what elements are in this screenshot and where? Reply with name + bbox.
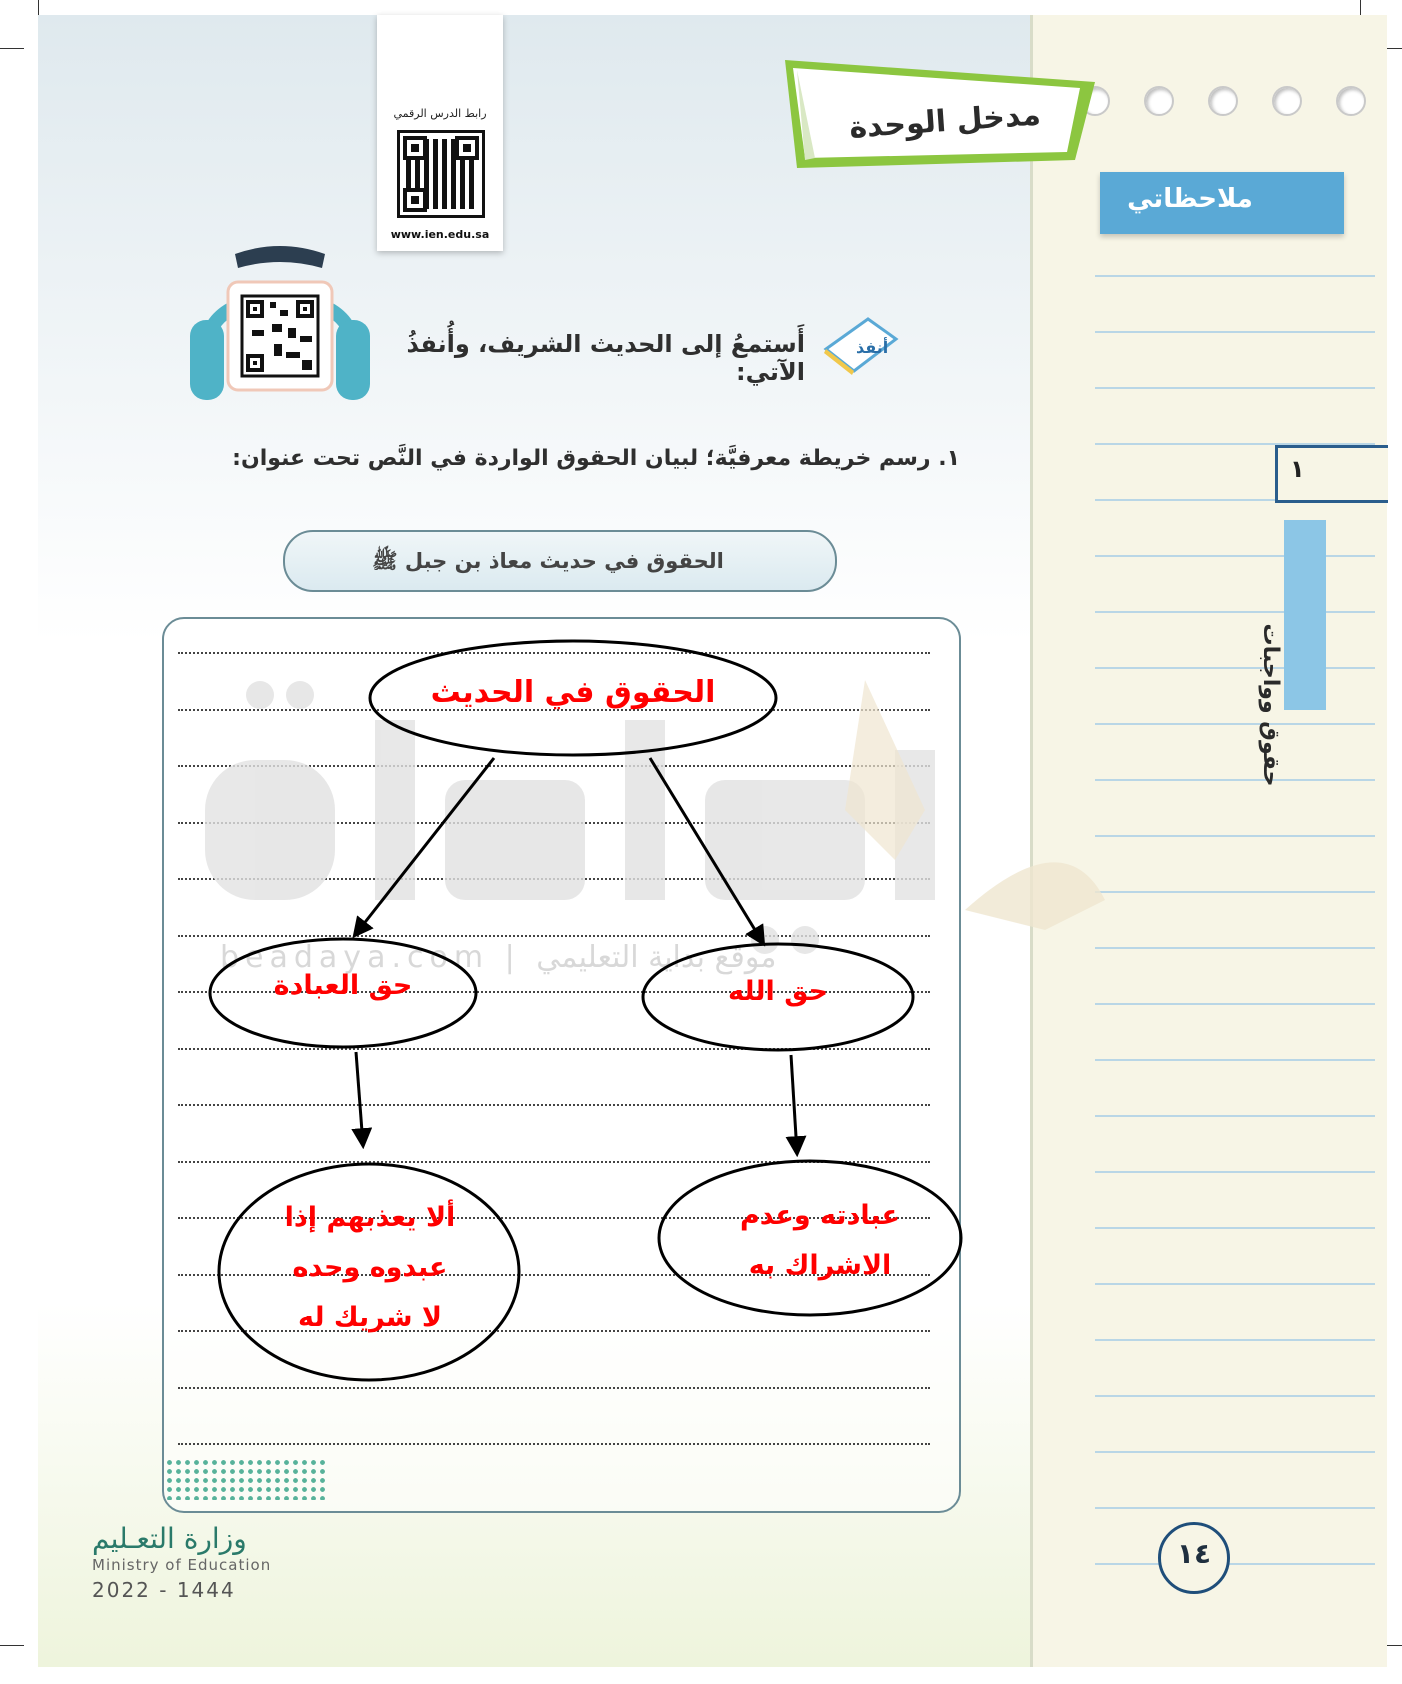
right-child-line-2: الاشراك به [748,1250,892,1281]
qr-url[interactable]: www.ien.edu.sa [390,228,490,241]
left-node-label: حق العبادة [273,970,413,1001]
ministry-name-arabic: وزارة التعـليم [92,1522,247,1555]
right-node-label: حق الله [728,976,828,1007]
arrow-root-right [650,758,763,943]
arrow-right-child [791,1055,797,1153]
instruction-text: أَستمعُ إلى الحديث الشريف، وأُنفذُ الآتي: [406,330,805,386]
task-text: ١. رسم خريطة معرفيَّة؛ لبيان الحقوق الواردة في النَّص تحت عنوان: [232,446,960,471]
arrow-root-left [355,758,494,935]
watermark-text: beadaya.com | موقع بداية التعليمي [220,940,777,975]
arrow-left-child [356,1052,363,1145]
qr-caption: رابط الدرس الرقمي [393,107,487,120]
map-title: الحقوق في حديث معاذ بن جبل ﷺ [372,549,724,573]
left-child-line-2: عبدوه وحده [292,1252,448,1283]
left-child-line-3: لا شريك له [297,1302,443,1333]
unit-title: مدخل الوحدة [848,97,1042,146]
right-child-node [659,1161,961,1315]
ministry-name-english: Ministry of Education [92,1556,272,1574]
unit-name: حقوق وواجبات [1258,623,1283,787]
unit-number: ١ [1290,455,1305,483]
right-child-line-1: عبادته وعدم [740,1200,900,1231]
vision-dots-logo [165,1458,325,1500]
academic-year: 2022 - 1444 [92,1578,236,1602]
notes-tab-label: ملاحظاتي [1127,184,1253,214]
svg-text:أنفذ: أنفذ [856,338,889,357]
page-number: ١٤ [1176,1537,1212,1570]
root-node-label: الحقوق في الحديث [430,675,716,710]
left-child-line-1: ألا يعذبهم إذا [284,1202,456,1233]
